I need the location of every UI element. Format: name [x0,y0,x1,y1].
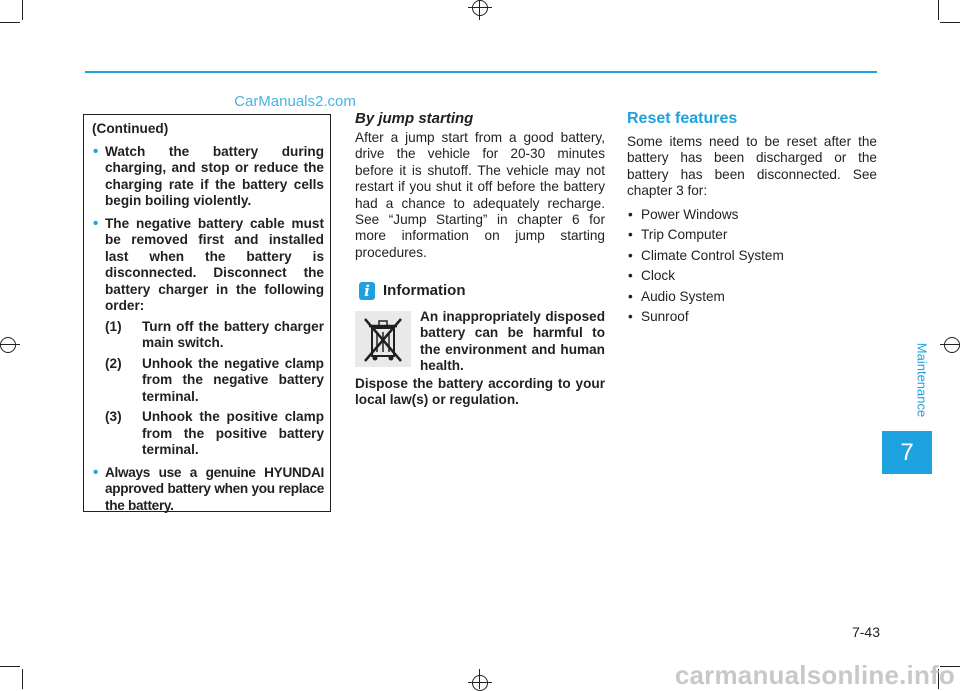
information-header [355,282,605,304]
list-item: • Sunroof [627,307,877,328]
information-title: Information [383,282,466,299]
list-item: • Trip Computer [627,225,877,246]
crop-mark [22,0,23,20]
crop-mark [0,344,20,345]
bullet-icon: • [93,214,99,232]
list-item: • Clock [627,266,877,287]
crop-mark [938,0,939,20]
warning-box [83,114,331,512]
footer-watermark: carmanualsonline.info [674,660,955,690]
warning-step: (3) Unhook the positive clamp from the positive battery terminal. [105,409,324,457]
crop-mark [479,0,480,20]
bullet-icon: • [93,463,98,481]
jump-start-section [355,110,605,261]
crop-mark [22,669,23,689]
warning-step: (2) Unhook the negative clamp from the negative battery terminal. [105,355,324,404]
section-body: After a jump start from a good battery, drive the vehicle for 20-30 minutes before it is shutoff. The vehicle may not restart if you shut it off before the battery had a chance to adequately recharge. See “Jump Starting” in chapter 6 for more information on jump starting procedures. [355,130,605,260]
warning-step: (1) Turn off the battery charger main switch. [105,318,324,350]
registration-mark [472,0,488,16]
list-item: • Climate Control System [627,246,877,267]
crop-mark [468,682,492,683]
page-number: 7-43 [851,624,880,640]
reset-list [627,205,877,328]
reset-features-section [627,110,877,328]
header-rule [85,71,877,73]
bullet-icon: • [93,142,99,160]
crop-mark [0,666,20,667]
chapter-side-label: Maintenance [914,342,930,418]
crop-mark [0,22,20,23]
information-text: An inappropriately disposed battery can be harmful to the environment and human health. [420,309,605,374]
warning-bullet: • Always use a genuine HYUNDAI approved battery when you replace the battery. [93,463,324,513]
list-item: • Power Windows [627,205,877,226]
section-subtitle: By jump starting [355,110,474,127]
chapter-tab: 7 [882,431,932,474]
warning-bullet: • The negative battery cable must be removed first and installed last when the battery is disconnected. Disconnect the battery charger in the following order: [93,214,324,313]
information-text: Dispose the battery according to your local law(s) or regulation. [355,376,605,408]
crop-mark [479,669,480,689]
continued-label: (Continued) [92,121,169,136]
warning-bullet: • Watch the battery during charging, and stop or reduce the charging rate if the battery cells begin boiling violently. [93,142,324,208]
section-body: Some items need to be reset after the battery has been discharged or the battery has been disconnected. See chapter 3 for: [627,134,877,199]
crop-mark [468,7,492,8]
watermark: CarManuals2.com [234,93,356,110]
crossed-bin-icon [355,311,411,367]
crop-mark [940,22,960,23]
section-title: Reset features [627,110,738,127]
info-icon: i [359,282,375,300]
registration-mark [944,337,960,353]
registration-mark [0,337,16,353]
crop-mark [940,344,960,345]
list-item: • Audio System [627,287,877,308]
